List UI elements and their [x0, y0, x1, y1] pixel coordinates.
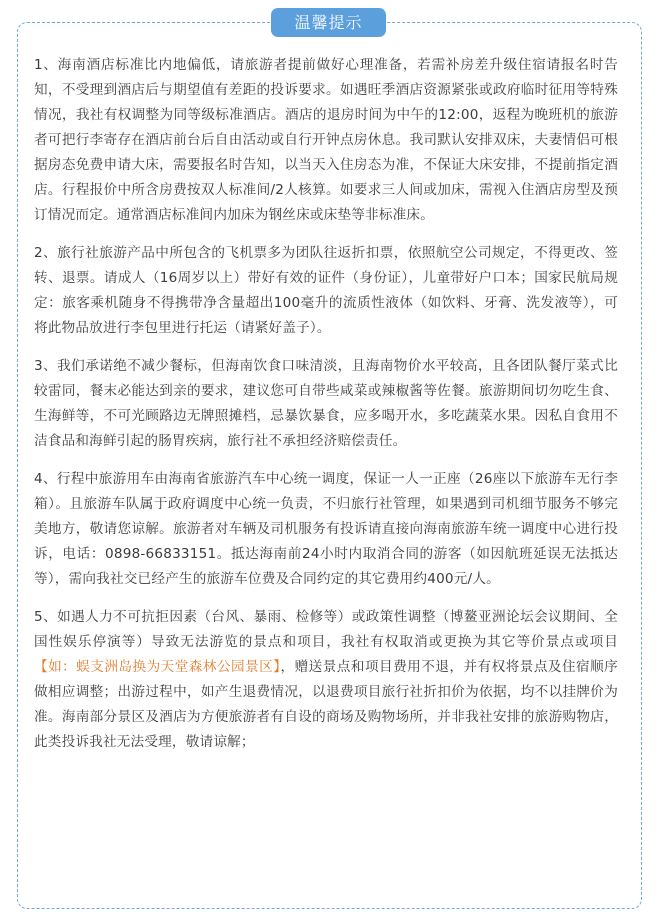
notice-item-meals: 3、我们承诺绝不减少餐标，但海南饮食口味清淡，且海南物价水平较高，且各团队餐厅菜式比较雷同，餐末必能达到亲的要求，建议您可自带些咸菜或辣椒酱等佐餐。旅游期间切勿吃生食、生海鲜等，不可光顾路边无牌照摊档，忌暴饮暴食，应多喝开水，多吃蔬菜水果。因私自食用不洁食品和海鲜引起的肠胃疾病，旅行社不承担经济赔偿责任。	[34, 358, 618, 449]
notice-item-flight: 2、旅行社旅游产品中所包含的飞机票多为团队往返折扣票，依照航空公司规定，不得更改、签转、退票。请成人（16周岁以上）带好有效的证件（身份证），儿童带好户口本；国家民航局规定：旅客乘机随身不得携带净含量超出100毫升的流质性液体（如饮料、牙膏、洗发液等），可将此物品放进行李包里进行托运（请紧好盖子）。	[34, 245, 618, 336]
notice-title: 温馨提示	[271, 8, 386, 37]
highlight-example: 【如：蜈支洲岛换为天堂森林公园景区】	[34, 659, 281, 675]
notice-item-force-majeure-text-a: 5、如遇人力不可抗拒因素（台风、暴雨、检修等）或政策性调整（博鳌亚洲论坛会议期间、全国性娱乐停演等）导致无法游览的景点和项目，我社有权取消或更换为其它等价景点或项目	[34, 609, 618, 650]
notice-item-transport: 4、行程中旅游用车由海南省旅游汽车中心统一调度，保证一人一正座（26座以下旅游车无行李箱）。且旅游车队属于政府调度中心统一负责，不归旅行社管理，如果遇到司机细节服务不够完美地方，敬请您谅解。旅游者对车辆及司机服务有投诉请直接向海南旅游车统一调度中心进行投诉，电话：0898-66833151。抵达海南前24小时内取消合同的游客（如因航班延误无法抵达等），需向我社交已经产生的旅游车位费及合同约定的其它费用约400元/人。	[34, 471, 618, 587]
notice-item-force-majeure-text-b: ，赠送景点和项目费用不退，并有权将景点及住宿顺序做相应调整；出游过程中，如产生退费情况，以退费项目旅行社折扣价为依据，均不以挂牌价为准。海南部分景区及酒店为方便旅游者有自设的商场及购物场所，并非我社安排的旅游购物店，此类投诉我社无法受理，敬请谅解；	[34, 659, 618, 750]
notice-content	[34, 53, 618, 768]
notice-item-force-majeure	[34, 605, 618, 755]
notice-item-hotel: 1、海南酒店标准比内地偏低，请旅游者提前做好心理准备，若需补房差升级住宿请报名时告知，不受理到酒店后与期望值有差距的投诉要求。如遇旺季酒店资源紧张或政府临时征用等特殊情况，我社有权调整为同等级标准酒店。酒店的退房时间为中午的12:00，返程为晚班机的旅游者可把行李寄存在酒店前台后自由活动或自行开钟点房休息。我司默认安排双床，夫妻情侣可根据房态免费申请大床，需要报名时告知，以当天入住房态为准，不保证大床安排，不提前指定酒店。行程报价中所含房费按双人标准间/2人核算。如要求三人间或加床，需视入住酒店房型及预订情况而定。通常酒店标准间内加床为钢丝床或床垫等非标准床。	[34, 57, 618, 223]
